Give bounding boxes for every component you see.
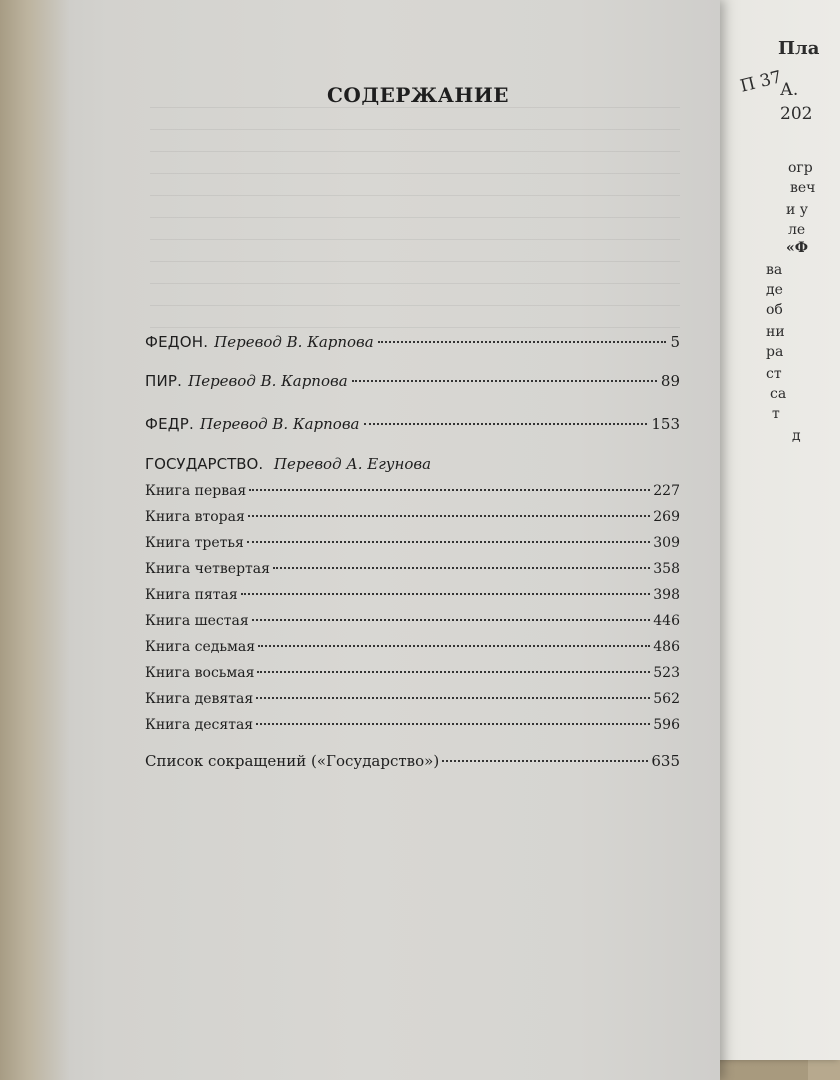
- toc-book-10: [145, 717, 680, 733]
- facing-page-year: 202: [780, 104, 813, 124]
- dot-leader: [256, 696, 650, 699]
- facing-page-code: П 37: [738, 67, 784, 97]
- book-label: Книга восьмая: [145, 665, 255, 681]
- book-page: 269: [653, 509, 680, 525]
- book-page: 227: [653, 483, 680, 499]
- entry-page: 5: [670, 333, 680, 351]
- toc-entry-phaedrus: [145, 415, 680, 433]
- dot-leader: [352, 379, 657, 382]
- book-label: Книга шестая: [145, 613, 249, 629]
- book-label: Книга первая: [145, 483, 247, 499]
- show-through-text: [150, 95, 680, 335]
- toc-abbreviations: [145, 752, 680, 770]
- book-label: Книга седьмая: [145, 639, 256, 655]
- dot-leader: [248, 514, 650, 517]
- facing-page-fragment: «Ф: [786, 240, 809, 256]
- dot-leader: [256, 722, 650, 725]
- toc-entry-phaedo: [145, 333, 680, 351]
- book-page: 398: [653, 587, 680, 603]
- entry-translator: Перевод В. Карпова: [188, 372, 348, 390]
- book-label: Книга вторая: [145, 509, 245, 525]
- facing-page-top-word: Пла: [778, 38, 820, 59]
- facing-page-fragment: де: [766, 282, 783, 298]
- page-gutter-shadow: [0, 0, 70, 1080]
- book-page: 446: [653, 613, 680, 629]
- dot-leader: [273, 566, 650, 569]
- book-label: Книга десятая: [145, 717, 254, 733]
- toc-book-4: [145, 561, 680, 577]
- facing-page-fragment: ле: [788, 222, 806, 238]
- toc-book-7: [145, 639, 680, 655]
- dot-leader: [364, 422, 648, 425]
- toc-book-8: [145, 665, 680, 681]
- entry-page: 89: [660, 372, 680, 390]
- dot-leader: [257, 670, 650, 673]
- dot-leader: [442, 759, 648, 762]
- facing-page-fragment: ва: [766, 262, 783, 278]
- toc-book-6: [145, 613, 680, 629]
- book-page: 523: [653, 665, 680, 681]
- dot-leader: [252, 618, 651, 621]
- book-page: 596: [653, 717, 680, 733]
- toc-book-9: [145, 691, 680, 707]
- facing-page-letter: А.: [780, 80, 799, 100]
- contents-heading: СОДЕРЖАНИЕ: [327, 83, 509, 107]
- toc-book-1: [145, 483, 680, 499]
- book-page: 562: [653, 691, 680, 707]
- facing-page-fragment: огр: [788, 160, 813, 176]
- toc-section-republic: [145, 455, 431, 473]
- entry-translator: Перевод В. Карпова: [214, 333, 374, 351]
- entry-title: ФЕДР.: [145, 415, 194, 433]
- facing-page-fragment: са: [770, 386, 787, 402]
- section-translator: Перевод А. Егунова: [273, 455, 432, 473]
- facing-page-fragment: веч: [790, 180, 816, 196]
- book-label: Книга девятая: [145, 691, 254, 707]
- book-page: 309: [653, 535, 680, 551]
- section-title: ГОСУДАРСТВО.: [145, 455, 264, 473]
- entry-page: 153: [651, 415, 680, 433]
- book-label: Книга третья: [145, 535, 244, 551]
- book-page: 358: [653, 561, 680, 577]
- book-label: Книга пятая: [145, 587, 238, 603]
- facing-page: [700, 0, 840, 1060]
- facing-page-fragment: д: [792, 428, 801, 444]
- facing-page-fragment: и у: [786, 202, 809, 218]
- entry-title: ФЕДОН.: [145, 333, 209, 351]
- facing-page-fragment: т: [772, 406, 780, 422]
- toc-book-2: [145, 509, 680, 525]
- facing-page-fragment: об: [766, 302, 783, 318]
- facing-page-fragment: ра: [766, 344, 784, 360]
- toc-book-3: [145, 535, 680, 551]
- dot-leader: [241, 592, 651, 595]
- dot-leader: [247, 540, 650, 543]
- dot-leader: [249, 488, 650, 491]
- abbreviations-page: 635: [651, 752, 680, 770]
- book-page: 486: [653, 639, 680, 655]
- abbreviations-label: Список сокращений («Государство»): [145, 752, 440, 770]
- book-label: Книга четвертая: [145, 561, 270, 577]
- facing-page-fragment: ст: [766, 366, 782, 382]
- dot-leader: [378, 340, 667, 343]
- entry-title: ПИР.: [145, 372, 183, 390]
- dot-leader: [258, 644, 650, 647]
- toc-book-5: [145, 587, 680, 603]
- entry-translator: Перевод В. Карпова: [199, 415, 360, 433]
- facing-page-fragment: ни: [766, 324, 785, 340]
- toc-entry-symposium: [145, 372, 680, 390]
